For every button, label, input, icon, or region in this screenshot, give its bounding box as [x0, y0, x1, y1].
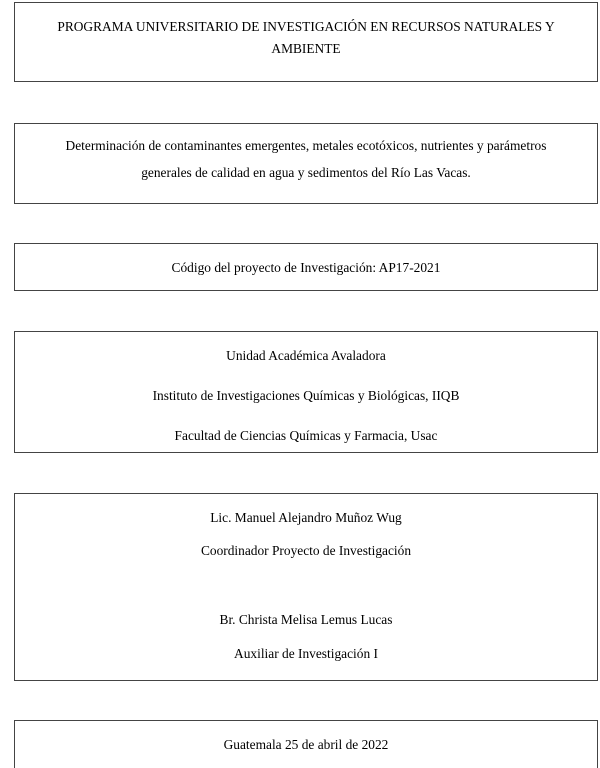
coordinator-role: Coordinador Proyecto de Investigación — [200, 543, 412, 558]
project-title-line-2: generales de calidad en agua y sedimentos del Río Las Vacas. — [141, 165, 471, 180]
document-date: Guatemala 25 de abril de 2022 — [223, 737, 389, 752]
project-title-box — [14, 123, 598, 204]
faculty-name: Facultad de Ciencias Químicas y Farmacia, Usac — [174, 428, 438, 443]
academic-unit-label: Unidad Académica Avaladora — [226, 348, 386, 363]
project-code-box — [14, 243, 598, 291]
assistant-role: Auxiliar de Investigación I — [234, 646, 378, 661]
academic-unit-box — [14, 331, 598, 453]
assistant-name: Br. Christa Melisa Lemus Lucas — [219, 612, 393, 627]
coordinator-name: Lic. Manuel Alejandro Muñoz Wug — [210, 510, 402, 525]
program-box — [14, 2, 598, 82]
program-name-line-2: AMBIENTE — [271, 41, 341, 56]
date-box — [14, 720, 598, 768]
institute-name: Instituto de Investigaciones Químicas y Biológicas, IIQB — [152, 388, 460, 403]
project-code: Código del proyecto de Investigación: AP17-2021 — [171, 260, 441, 275]
program-name-line-1: PROGRAMA UNIVERSITARIO DE INVESTIGACIÓN EN RECURSOS NATURALES Y — [57, 19, 555, 34]
project-title-line-1: Determinación de contaminantes emergentes, metales ecotóxicos, nutrientes y parámetros — [65, 138, 547, 153]
people-box — [14, 493, 598, 681]
